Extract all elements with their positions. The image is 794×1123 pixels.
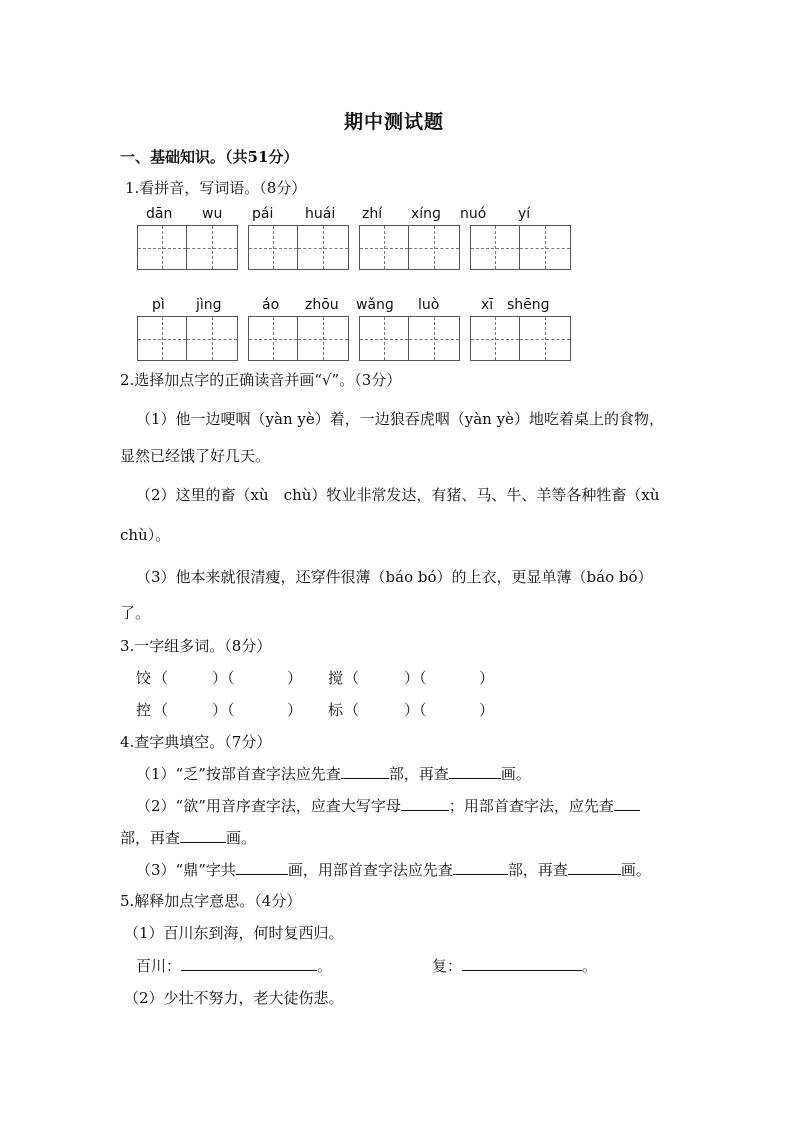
page-title: 期中测试题 [344,111,445,133]
paren-open: （ [344,669,360,687]
writing-cell[interactable] [409,316,460,361]
pinyin: xínɡ [411,206,441,222]
writing-cell[interactable] [470,316,520,361]
answer-blank[interactable] [449,764,501,779]
writing-cell[interactable] [520,225,571,270]
pinyin: jìnɡ [196,297,222,313]
pinyin: wǎnɡ [356,297,394,313]
question-5-item-2: （2）少壮不努力，老大徒伤悲。 [124,989,344,1007]
item-text: 部，再查 [120,829,181,847]
writing-cell[interactable] [298,316,349,361]
writing-cell[interactable] [298,225,349,270]
question-2-item-2-cont: chù）。 [120,526,171,544]
writing-grid[interactable] [248,225,349,270]
item-text: 画。 [226,829,257,847]
word-char: 饺 [136,669,152,687]
question-2-item-3: （3）他本来就很清瘦，还穿件很薄（báo bó）的上衣，更显单薄（báo bó） [136,568,653,586]
item-text: 复： [432,957,463,975]
question-3-heading: 3.一字组多词。（8分） [120,637,272,655]
paren-close: ） [479,701,495,719]
question-2-item-2: （2）这里的畜（xù chù）牧业非常发达，有猪、马、牛、羊等各种牲畜（xù [136,486,660,504]
word-char: 标 [328,701,344,719]
paren-mid: ）（ [404,669,427,687]
writing-grid[interactable] [137,316,238,361]
pinyin: áo [262,297,280,313]
answer-blank[interactable] [401,796,449,811]
item-text: 。 [582,957,598,975]
question-5-answer-1 [136,955,332,976]
item-text: 画，用部首查字法应先查 [287,861,453,879]
writing-grid[interactable] [470,225,571,270]
answer-blank[interactable] [453,860,508,875]
writing-grid[interactable] [359,225,460,270]
pinyin: yí [518,206,531,222]
pinyin: wu [202,206,223,222]
question-4-item-1 [136,763,531,784]
question-2-heading: 2.选择加点字的正确读音并画“√”。（3分） [120,371,402,389]
item-text: ；用部首查字法，应先查 [448,797,614,815]
writing-cell[interactable] [187,316,238,361]
paren-open: （ [153,701,169,719]
writing-grid[interactable] [470,316,571,361]
answer-blank[interactable] [181,956,317,971]
item-text: 部，再查 [507,861,568,879]
pinyin: dān [146,206,173,222]
writing-grid[interactable] [248,316,349,361]
writing-cell[interactable] [520,316,571,361]
paren-close: ） [287,669,303,687]
writing-cell[interactable] [409,225,460,270]
writing-cell[interactable] [359,225,409,270]
question-4-heading: 4.查字典填空。（7分） [120,733,272,751]
paren-mid: ）（ [212,669,235,687]
question-5-heading: 5.解释加点字意思。（4分） [120,892,302,910]
question-4-item-2-cont [120,827,256,848]
answer-blank[interactable] [462,956,582,971]
writing-grid[interactable] [359,316,460,361]
answer-blank[interactable] [341,764,389,779]
paren-mid: ）（ [212,701,235,719]
answer-blank[interactable] [614,796,640,811]
answer-blank[interactable] [236,860,288,875]
pinyin: xī [481,297,494,313]
writing-grid[interactable] [137,225,238,270]
writing-cell[interactable] [248,225,298,270]
question-1-heading: 1.看拼音，写词语。（8分） [125,179,307,197]
question-2-item-3-cont: 了。 [120,604,151,622]
pinyin: shēnɡ [507,297,550,313]
writing-cell[interactable] [359,316,409,361]
paren-close: ） [479,669,495,687]
question-5-item-1: （1）百川东到海，何时复西归。 [124,924,344,942]
item-text: （3）“鼎”字共 [136,861,236,879]
paren-open: （ [153,669,169,687]
writing-cell[interactable] [470,225,520,270]
item-text: （2）“欲”用音序查字法，应查大写字母 [136,797,401,815]
writing-cell[interactable] [187,225,238,270]
paren-close: ） [287,701,303,719]
question-5-answer-2 [432,955,597,976]
writing-cell[interactable] [137,316,187,361]
pinyin: nuó [460,206,487,222]
item-text: （1）“乏”按部首查字法应先查 [136,765,341,783]
question-2-item-1-cont: 显然已经饿了好几天。 [120,447,271,465]
question-4-item-3 [136,859,651,880]
answer-blank[interactable] [180,828,226,843]
item-text: 画。 [620,861,651,879]
section-heading: 一、基础知识。（共51分） [120,148,299,166]
item-text: 部，再查 [388,765,449,783]
item-text: 百川： [136,957,182,975]
paren-open: （ [344,701,360,719]
writing-cell[interactable] [248,316,298,361]
pinyin: pái [252,206,274,222]
pinyin: zhí [362,206,383,222]
item-text: 画。 [500,765,531,783]
question-2-item-1: （1）他一边哽咽（yàn yè）着，一边狼吞虎咽（yàn yè）地吃着桌上的食物， [136,410,664,428]
writing-cell[interactable] [137,225,187,270]
pinyin: zhōu [305,297,339,313]
question-4-item-2 [136,795,640,816]
paren-mid: ）（ [404,701,427,719]
word-char: 控 [136,701,152,719]
pinyin: pì [152,297,165,313]
word-char: 搅 [328,669,344,687]
pinyin: luò [418,297,440,313]
answer-blank[interactable] [568,860,621,875]
item-text: 。 [317,957,333,975]
pinyin: huái [305,206,336,222]
